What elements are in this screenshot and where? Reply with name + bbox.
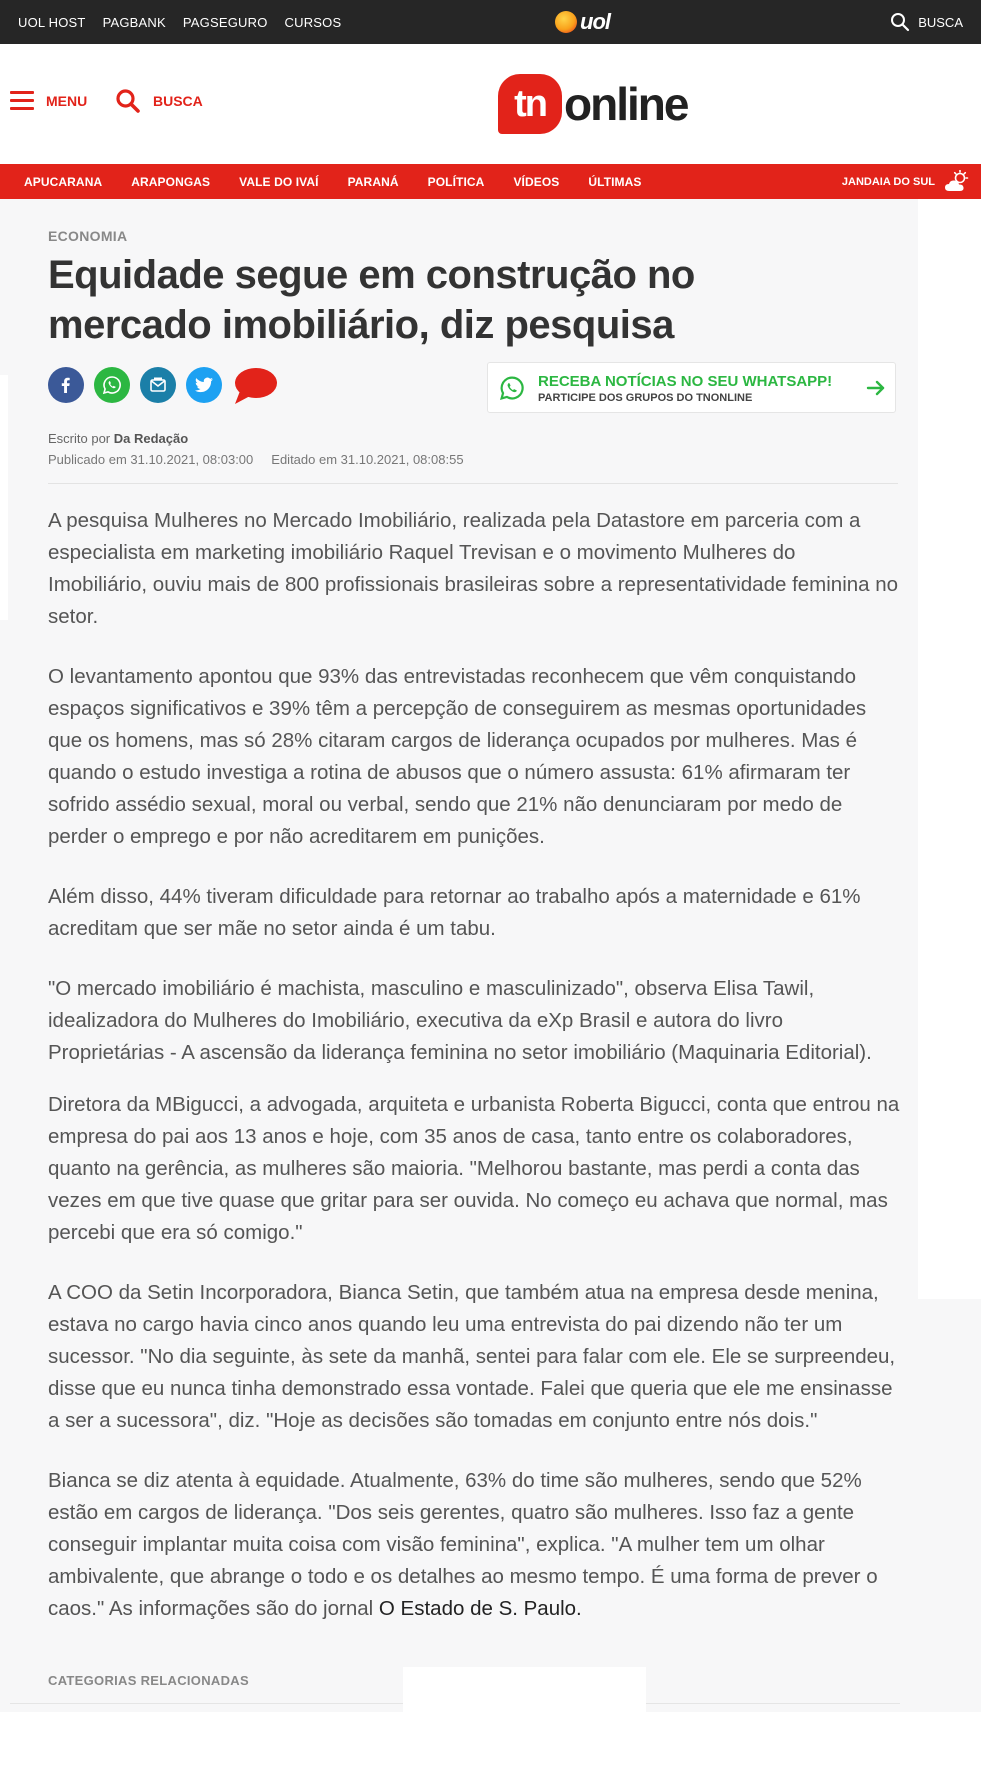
partly-cloudy-icon [943, 170, 971, 194]
uol-search-label: BUSCA [918, 14, 963, 30]
article-category[interactable]: ECONOMIA [48, 228, 128, 244]
comments-button[interactable] [232, 366, 278, 404]
weather-city: JANDAIA DO SUL [841, 175, 935, 188]
header-ad-slot [825, 68, 981, 162]
menu-label: MENU [46, 92, 88, 109]
article-paragraph: Além disso, 44% tiveram dificuldade para retornar ao trabalho após a maternidade e 61% acreditam que ser mãe no setor ainda é um tabu. [48, 885, 861, 940]
right-ad-column [918, 199, 981, 1299]
article-paragraph: "O mercado imobiliário é machista, masculino e masculinizado", observa Elisa Tawil, idealizadora do Mulheres do Imobiliário, executiva da eXp Brasil e autora do livro Proprietárias - A ascensão da liderança feminina no setor imobiliário (Maquinaria Editorial). [48, 977, 872, 1064]
article-paragraph: A pesquisa Mulheres no Mercado Imobiliário, realizada pela Datastore em parceria com a especialista em marketing imobiliário Raquel Trevisan e o movimento Mulheres do Imobiliário, ouviu mais de 800 profissionais brasileiras sobre a representatividade feminina no setor. [48, 509, 899, 628]
uol-logo[interactable] [555, 10, 610, 34]
article-body [48, 505, 900, 1653]
logo-badge: tn [498, 74, 562, 134]
hamburger-icon [10, 91, 34, 110]
share-buttons [48, 366, 278, 404]
email-icon [149, 376, 167, 394]
whatsapp-share-button[interactable] [94, 367, 130, 403]
divider [48, 483, 898, 484]
twitter-share-button[interactable] [186, 367, 222, 403]
whatsapp-icon [102, 375, 122, 395]
uol-host-link[interactable]: UOL HOST [18, 14, 86, 30]
tnonline-logo[interactable] [498, 74, 687, 134]
main-nav [0, 164, 981, 199]
site-header [0, 44, 981, 164]
search-label: BUSCA [153, 93, 203, 109]
published-date: Publicado em 31.10.2021, 08:03:00 [48, 452, 254, 467]
pagseguro-link[interactable]: PAGSEGURO [182, 14, 268, 30]
source-link[interactable]: O Estado de S. Paulo. [378, 1597, 582, 1620]
left-ad-strip [0, 375, 8, 620]
uol-logo-text: uol [580, 9, 610, 34]
article-paragraph: Diretora da MBigucci, a advogada, arquiteta e urbanista Roberta Bigucci, conta que entrou na empresa do pai aos 13 anos e hoje, com 35 anos de casa, tanto entre os colaboradores, quanto na gerência, as mulheres são maioria. "Melhorou bastante, mas perdi a conta das vezes em que tive quase que gritar para ser ouvida. No começo eu achava que normal, mas percebi que era só comigo." [48, 1093, 900, 1244]
edited-date: Editado em 31.10.2021, 08:08:55 [271, 452, 464, 467]
whatsapp-cta[interactable] [487, 362, 896, 413]
whatsapp-cta-title: RECEBA NOTÍCIAS NO SEU WHATSAPP! [538, 373, 833, 390]
related-categories-heading: CATEGORIAS RELACIONADAS [48, 1673, 249, 1688]
pagbank-link[interactable]: PAGBANK [102, 14, 166, 30]
weather-widget[interactable] [842, 164, 971, 199]
nav-item-vale-do-ivai[interactable]: VALE DO IVAÍ [239, 174, 319, 189]
nav-item-videos[interactable]: VÍDEOS [513, 174, 560, 189]
logo-word: online [564, 78, 688, 130]
byline-prefix: Escrito por [48, 431, 111, 446]
whatsapp-icon [499, 375, 525, 401]
nav-item-arapongas[interactable]: ARAPONGAS [131, 174, 211, 189]
nav-item-ultimas[interactable]: ÚLTIMAS [588, 174, 642, 189]
article-dates [48, 452, 464, 467]
search-button[interactable] [115, 88, 203, 114]
uol-top-bar [0, 0, 981, 44]
facebook-share-button[interactable] [48, 367, 84, 403]
menu-button[interactable] [10, 91, 87, 110]
nav-item-apucarana[interactable]: APUCARANA [24, 174, 103, 189]
arrow-right-icon [866, 378, 886, 398]
nav-items [24, 164, 642, 199]
article-title: Equidade segue em construção no mercado imobiliário, diz pesquisa [48, 253, 695, 347]
author-name[interactable]: Da Redação [113, 431, 189, 446]
byline [48, 431, 188, 446]
last-paragraph-text: Bianca se diz atenta à equidade. Atualmente, 63% do time são mulheres, sendo que 52% estão em cargos de liderança. "Dos seis gerentes, quatro são mulheres. Isso faz a gente conseguir implantar muita coisa com visão feminina", explica. "A mulher tem um olhar ambivalente, que abrange o todo e os detalhes ao mesmo tempo. É uma forma de prever o caos." As informações são do jornal [48, 1469, 878, 1620]
nav-item-parana[interactable]: PARANÁ [347, 174, 399, 189]
search-icon [890, 12, 910, 32]
article-paragraph: A COO da Setin Incorporadora, Bianca Setin, que também atua na empresa desde menina, estava no cargo havia cinco anos quando leu uma entrevista do pai dizendo não ter um sucessor. "No dia seguinte, às sete da manhã, sentei para falar com ele. Ele se surpreendeu, disse que eu nunca tinha demonstrado essa vontade. Falei que queria que ele me ensinasse a ser a sucessora", diz. "Hoje as decisões são tomadas em conjunto entre nós dois." [48, 1281, 896, 1432]
facebook-icon [58, 377, 74, 393]
uol-ball-icon [555, 11, 577, 33]
comment-icon [232, 366, 278, 406]
cursos-link[interactable]: CURSOS [284, 14, 342, 30]
uol-links [18, 0, 341, 44]
search-icon [115, 88, 141, 114]
email-share-button[interactable] [140, 367, 176, 403]
uol-search-button[interactable] [890, 0, 963, 44]
whatsapp-cta-subtitle: PARTICIPE DOS GRUPOS DO TNONLINE [538, 392, 753, 404]
twitter-icon [195, 377, 213, 393]
page-footer-blank [0, 1712, 981, 1778]
article-paragraph-last [48, 1465, 900, 1625]
nav-item-politica[interactable]: POLÍTICA [427, 174, 485, 189]
article-paragraph: O levantamento apontou que 93% das entrevistadas reconhecem que vêm conquistando espaços significativos e 39% têm a percepção de conseguirem as mesmas oportunidades que os homens, mas só 28% citaram cargos de liderança ocupados por mulheres. Mas é quando o estudo investiga a rotina de abusos que o número assusta: 61% afirmaram ter sofrido assédio sexual, moral ou verbal, sendo que 21% não denunciaram por medo de perder o emprego e por não acreditarem em punições. [48, 665, 867, 848]
